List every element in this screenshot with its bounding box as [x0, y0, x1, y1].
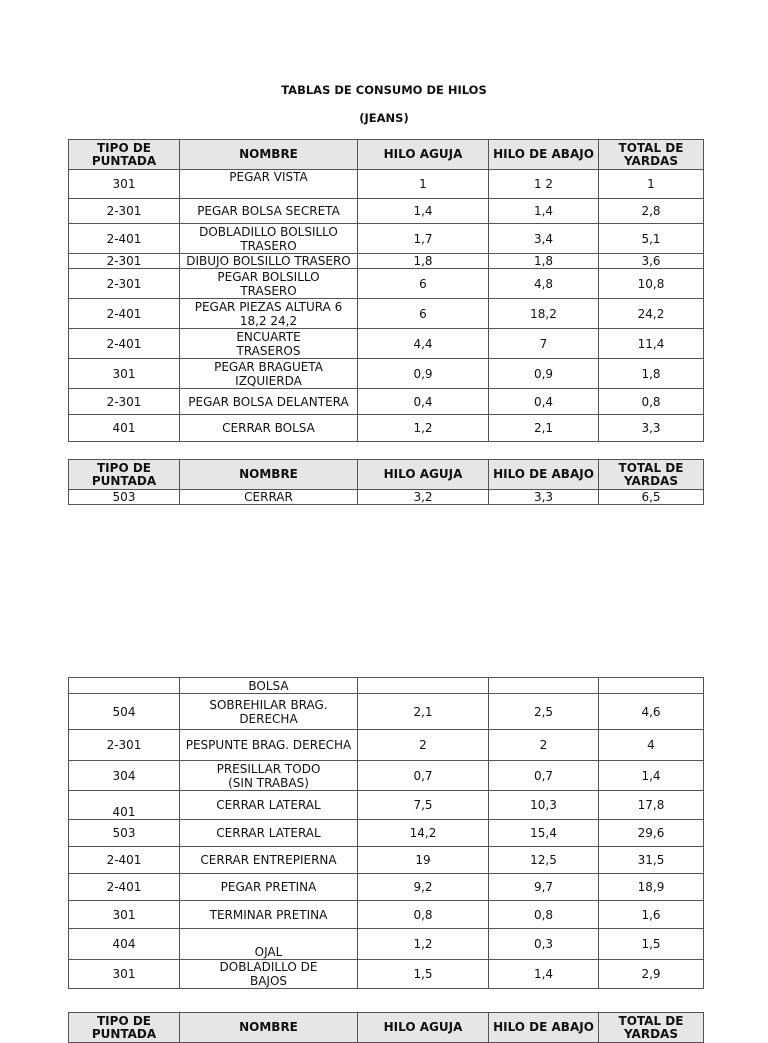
cell-tipo: 2-401: [69, 329, 180, 359]
cell-nombre: PEGAR PIEZAS ALTURA 6 18,2 24,2: [180, 299, 358, 329]
cell-nombre: DOBLADILLO BOLSILLO TRASERO: [180, 224, 358, 254]
cell-abajo: 15,4: [489, 820, 599, 847]
cell-abajo: 3,3: [489, 490, 599, 505]
consumption-table-2: [68, 459, 704, 505]
table-row: [69, 694, 704, 730]
cell-nombre: PEGAR BOLSA SECRETA: [180, 199, 358, 224]
cell-nombre: CERRAR LATERAL: [180, 791, 358, 820]
header-nombre: NOMBRE: [180, 1013, 358, 1043]
cell-tipo: 301: [69, 960, 180, 989]
header-nombre: NOMBRE: [180, 140, 358, 170]
cell-aguja: 1,4: [358, 199, 489, 224]
cell-aguja: 1: [358, 170, 489, 199]
cell-aguja: 9,2: [358, 874, 489, 901]
cell-total: 29,6: [599, 820, 704, 847]
header-tipo: TIPO DE PUNTADA: [69, 140, 180, 170]
cell-abajo: 1 2: [489, 170, 599, 199]
cell-abajo: 2,1: [489, 415, 599, 442]
cell-aguja: 3,2: [358, 490, 489, 505]
table-row: [69, 359, 704, 389]
cell-aguja: 0,7: [358, 761, 489, 791]
table-row: [69, 170, 704, 199]
cell-aguja: 2: [358, 730, 489, 761]
table-row: [69, 820, 704, 847]
cell-nombre: PEGAR PRETINA: [180, 874, 358, 901]
cell-total: 10,8: [599, 269, 704, 299]
cell-abajo: 0,3: [489, 929, 599, 960]
cell-total: 24,2: [599, 299, 704, 329]
cell-total: 1,4: [599, 761, 704, 791]
cell-tipo: 2-301: [69, 254, 180, 269]
table-row: [69, 329, 704, 359]
cell-aguja: 6: [358, 269, 489, 299]
cell-total: 3,6: [599, 254, 704, 269]
table-row: [69, 791, 704, 820]
cell-nombre: OJAL: [180, 929, 358, 960]
consumption-table-3: [68, 677, 704, 989]
cell-nombre: ENCUARTE TRASEROS: [180, 329, 358, 359]
header-hilo-aguja: HILO AGUJA: [358, 1013, 489, 1043]
table-row: [69, 199, 704, 224]
cell-total: 6,5: [599, 490, 704, 505]
cell-nombre: CERRAR LATERAL: [180, 820, 358, 847]
table-row: [69, 269, 704, 299]
cell-aguja: 1,8: [358, 254, 489, 269]
cell-tipo: 2-301: [69, 269, 180, 299]
table-row: [69, 490, 704, 505]
cell-aguja: 1,7: [358, 224, 489, 254]
table-row: [69, 847, 704, 874]
cell-total: 17,8: [599, 791, 704, 820]
table-row: [69, 929, 704, 960]
cell-abajo: 2: [489, 730, 599, 761]
cell-nombre: PRESILLAR TODO (SIN TRABAS): [180, 761, 358, 791]
cell-nombre: PESPUNTE BRAG. DERECHA: [180, 730, 358, 761]
cell-tipo: [69, 678, 180, 694]
cell-tipo: 2-301: [69, 389, 180, 415]
cell-total: 11,4: [599, 329, 704, 359]
cell-abajo: 18,2: [489, 299, 599, 329]
table-row: [69, 299, 704, 329]
cell-nombre: PEGAR BOLSILLO TRASERO: [180, 269, 358, 299]
cell-total: 4,6: [599, 694, 704, 730]
header-total: TOTAL DE YARDAS: [599, 1013, 704, 1043]
header-hilo-abajo: HILO DE ABAJO: [489, 1013, 599, 1043]
cell-nombre: CERRAR: [180, 490, 358, 505]
cell-abajo: 0,4: [489, 389, 599, 415]
header-tipo: TIPO DE PUNTADA: [69, 1013, 180, 1043]
cell-tipo: 2-401: [69, 224, 180, 254]
cell-tipo: 2-301: [69, 730, 180, 761]
cell-total: 3,3: [599, 415, 704, 442]
cell-nombre: DOBLADILLO DE BAJOS: [180, 960, 358, 989]
cell-nombre: SOBREHILAR BRAG. DERECHA: [180, 694, 358, 730]
cell-total: 0,8: [599, 389, 704, 415]
cell-tipo: 301: [69, 901, 180, 929]
cell-aguja: 1,5: [358, 960, 489, 989]
table-row: [69, 254, 704, 269]
header-hilo-abajo: HILO DE ABAJO: [489, 460, 599, 490]
cell-nombre: PEGAR BOLSA DELANTERA: [180, 389, 358, 415]
header-hilo-aguja: HILO AGUJA: [358, 140, 489, 170]
cell-total: 31,5: [599, 847, 704, 874]
cell-abajo: 3,4: [489, 224, 599, 254]
cell-aguja: 0,4: [358, 389, 489, 415]
header-total: TOTAL DE YARDAS: [599, 140, 704, 170]
cell-abajo: 10,3: [489, 791, 599, 820]
cell-tipo: 2-401: [69, 847, 180, 874]
table-row: [69, 901, 704, 929]
cell-total: 18,9: [599, 874, 704, 901]
cell-aguja: 1,2: [358, 929, 489, 960]
table-row: [69, 415, 704, 442]
cell-abajo: 1,4: [489, 960, 599, 989]
cell-aguja: 6: [358, 299, 489, 329]
cell-aguja: [358, 678, 489, 694]
cell-aguja: 14,2: [358, 820, 489, 847]
cell-total: 2,9: [599, 960, 704, 989]
cell-total: 1,6: [599, 901, 704, 929]
cell-nombre: CERRAR ENTREPIERNA: [180, 847, 358, 874]
cell-nombre: CERRAR BOLSA: [180, 415, 358, 442]
cell-abajo: 0,7: [489, 761, 599, 791]
cell-aguja: 0,8: [358, 901, 489, 929]
cell-tipo: 404: [69, 929, 180, 960]
cell-aguja: 1,2: [358, 415, 489, 442]
page-title: TABLAS DE CONSUMO DE HILOS: [281, 83, 487, 97]
cell-abajo: 0,9: [489, 359, 599, 389]
cell-abajo: 0,8: [489, 901, 599, 929]
page-subtitle: (JEANS): [359, 111, 409, 125]
cell-total: 4: [599, 730, 704, 761]
table-row: [69, 224, 704, 254]
cell-abajo: 2,5: [489, 694, 599, 730]
consumption-table-4: [68, 1012, 704, 1043]
cell-tipo: 2-401: [69, 874, 180, 901]
table-row: [69, 389, 704, 415]
cell-total: 5,1: [599, 224, 704, 254]
cell-total: 1: [599, 170, 704, 199]
cell-abajo: 7: [489, 329, 599, 359]
consumption-table-1: [68, 139, 704, 442]
cell-aguja: 19: [358, 847, 489, 874]
cell-total: 1,8: [599, 359, 704, 389]
cell-abajo: 1,8: [489, 254, 599, 269]
cell-aguja: 7,5: [358, 791, 489, 820]
cell-total: [599, 678, 704, 694]
table-row: [69, 678, 704, 694]
header-hilo-aguja: HILO AGUJA: [358, 460, 489, 490]
cell-tipo: 401: [69, 791, 180, 820]
cell-tipo: 301: [69, 170, 180, 199]
cell-aguja: 0,9: [358, 359, 489, 389]
header-hilo-abajo: HILO DE ABAJO: [489, 140, 599, 170]
cell-abajo: 12,5: [489, 847, 599, 874]
cell-abajo: 9,7: [489, 874, 599, 901]
cell-total: 1,5: [599, 929, 704, 960]
cell-tipo: 2-301: [69, 199, 180, 224]
header-nombre: NOMBRE: [180, 460, 358, 490]
cell-tipo: 2-401: [69, 299, 180, 329]
header-total: TOTAL DE YARDAS: [599, 460, 704, 490]
cell-abajo: 4,8: [489, 269, 599, 299]
cell-nombre: PEGAR VISTA: [180, 170, 358, 199]
cell-tipo: 401: [69, 415, 180, 442]
cell-nombre: DIBUJO BOLSILLO TRASERO: [180, 254, 358, 269]
table-row: [69, 730, 704, 761]
cell-nombre: BOLSA: [180, 678, 358, 694]
cell-abajo: 1,4: [489, 199, 599, 224]
header-tipo: TIPO DE PUNTADA: [69, 460, 180, 490]
table-row: [69, 960, 704, 989]
cell-aguja: 4,4: [358, 329, 489, 359]
cell-nombre: PEGAR BRAGUETA IZQUIERDA: [180, 359, 358, 389]
cell-total: 2,8: [599, 199, 704, 224]
table-row: [69, 761, 704, 791]
cell-tipo: 301: [69, 359, 180, 389]
cell-aguja: 2,1: [358, 694, 489, 730]
cell-tipo: 504: [69, 694, 180, 730]
cell-tipo: 503: [69, 490, 180, 505]
cell-tipo: 304: [69, 761, 180, 791]
table-row: [69, 874, 704, 901]
cell-abajo: [489, 678, 599, 694]
cell-tipo: 503: [69, 820, 180, 847]
cell-nombre: TERMINAR PRETINA: [180, 901, 358, 929]
